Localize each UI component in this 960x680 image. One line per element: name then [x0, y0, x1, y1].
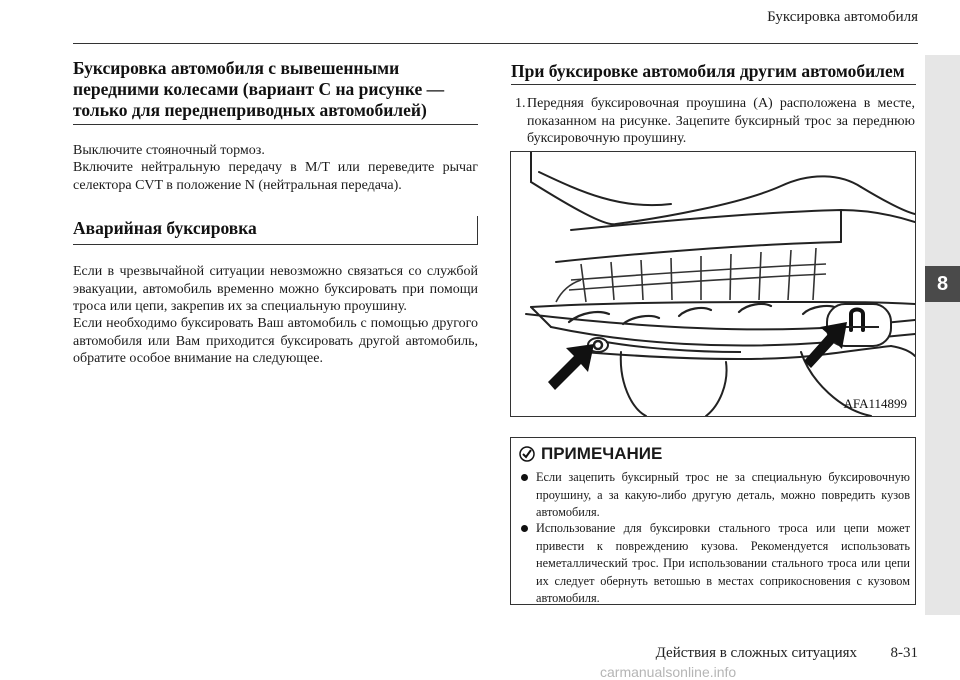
note-item-text: Если зацепить буксирный трос не за специальную буксировочную проушину, а за какую-либо другую деталь, можно повредить кузов автомобиля. — [536, 470, 910, 519]
heading-line: Буксировка автомобиля с вывешенными — [73, 58, 400, 78]
bullet-icon — [521, 525, 528, 532]
emergency-paragraph-2: Если необходимо буксировать Ваш автомобиль с помощью другого автомобиля или Вам приходится буксировать другой автомобиль, обратите особое внимание на следующее. — [73, 316, 478, 366]
section-heading-lifted-front — [73, 58, 478, 121]
section-box-emergency-towing — [73, 216, 478, 245]
section-heading-towing-by-vehicle: При буксировке автомобиля другим автомобилем — [511, 61, 905, 81]
tow-hook-illustration — [510, 151, 916, 417]
heading-line: только для переднеприводных автомобилей) — [73, 100, 427, 120]
heading-underline — [73, 124, 478, 125]
intro-neutral-gear: Включите нейтральную передачу в M/T или переведите рычаг селектора CVT в положение N (нейтральная передача). — [73, 160, 478, 193]
running-header: Буксировка автомобиля — [767, 9, 918, 25]
section-title: Аварийная буксировка — [73, 218, 257, 238]
figure-code: AFA114899 — [843, 396, 907, 411]
emergency-paragraph-1: Если в чрезвычайной ситуации невозможно связаться со службой эвакуации, автомобиль временно можно буксировать при помощи троса или цепи, закрепив их за специальную проушину. — [73, 264, 478, 314]
step-number: 1. — [515, 96, 526, 111]
bullet-icon — [521, 474, 528, 481]
footer-section-name: Действия в сложных ситуациях — [655, 645, 857, 661]
page-footer — [600, 645, 918, 662]
heading-underline — [511, 84, 916, 85]
header-divider — [73, 43, 918, 44]
car-underside-drawing — [511, 152, 915, 416]
note-item-text: Использование для буксировки стального троса или цепи может привести к повреждению кузова. Рекомендуется использовать неметаллический трос. При использовании стального троса или цепи их следует обернуть ветошью в местах соприкосновения с кузовом автомобиля. — [536, 521, 910, 605]
checkmark-note-icon — [519, 446, 535, 462]
chapter-sidebar — [925, 55, 960, 615]
step-text: Передняя буксировочная проушина (A) расположена в месте, показанном на рисунке. Зацепите буксирный трос за переднюю буксировочную проушину. — [527, 96, 915, 146]
watermark: carmanualsonline.info — [600, 664, 737, 680]
page-number: 8-31 — [890, 645, 918, 661]
chapter-tab[interactable]: 8 — [925, 266, 960, 302]
intro-parking-brake: Выключите стояночный тормоз. — [73, 143, 265, 158]
heading-line: передними колесами (вариант C на рисунке — — [73, 79, 445, 99]
note-title: ПРИМЕЧАНИЕ — [541, 444, 663, 463]
note-box — [510, 437, 916, 605]
